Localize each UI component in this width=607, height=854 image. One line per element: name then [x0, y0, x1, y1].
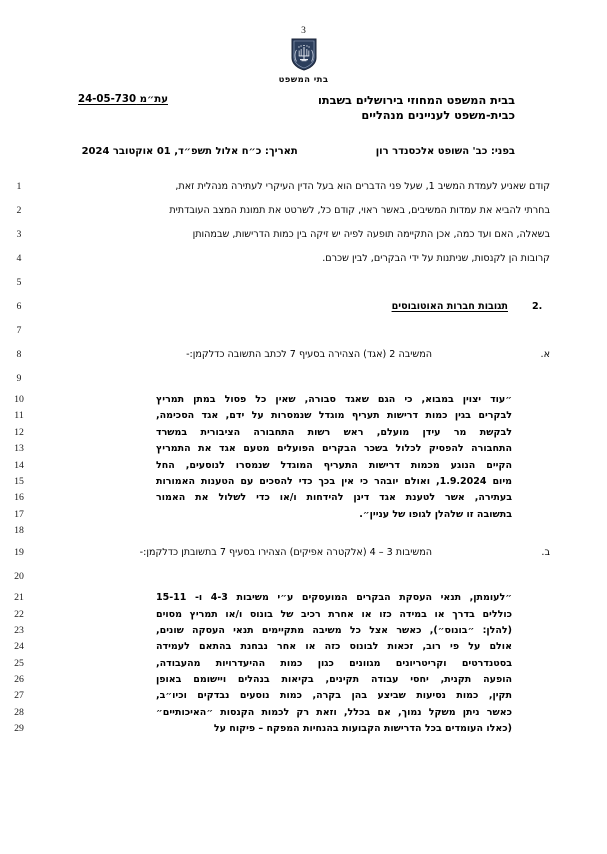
- document-heading: [78, 93, 515, 157]
- quote-line: [0, 409, 607, 425]
- line-text: [38, 546, 607, 559]
- line-number: 3: [16, 229, 22, 240]
- line-text: לבקרים בגין כמות דרישות תעריף מוגדל שנמסרות על ידם, אגד הסכימה,: [156, 410, 512, 422]
- line-text: לבקשת מר עידן מועלם, ראש רשות התחבורה הציבורית במשרד: [156, 426, 512, 438]
- line-text: הופעה תקנית, יחסי עבודה תקינים, בקיאות בנהלים ויישומם באופן: [156, 674, 512, 686]
- quote-line: [0, 393, 607, 409]
- line-number: 27: [14, 690, 24, 702]
- line-number: 2: [16, 205, 22, 216]
- line-number: 1: [16, 181, 22, 192]
- line-number: 22: [14, 608, 24, 620]
- line-text: אולם על פי רוב, זכאות לבונוס כזה או אחר נבחנת בהתאם לעמידה: [156, 641, 512, 653]
- case-number: עת״מ 24-05-730: [78, 94, 168, 105]
- line-number: 24: [14, 641, 24, 653]
- quote-line: [0, 475, 607, 491]
- quote-line: [0, 624, 607, 640]
- line-text: (כאלו העומדים בכל הדרישות הקבועות בהנחיות המפקח – פיקוח על: [213, 723, 512, 735]
- line-number: 13: [14, 443, 24, 455]
- quote-line: [0, 591, 607, 607]
- subitem-a: [130, 348, 550, 361]
- text-line-blank: [0, 524, 607, 546]
- line-text: התחבורה להפסיק לכלול בשכר הבקרים הפועלים מטעם אגד את התמריץ: [156, 443, 512, 455]
- text-line-blank: [0, 276, 607, 300]
- quote-line: [0, 689, 607, 705]
- quote-line: [0, 657, 607, 673]
- line-number: 18: [14, 525, 24, 537]
- line-number: 12: [14, 426, 24, 438]
- line-number: 10: [14, 394, 24, 405]
- line-text: קרובות הן לקנסות, שניתנות על ידי הבקרים, לבין שכרם.: [322, 253, 550, 264]
- quote-line: [0, 459, 607, 475]
- text-line: [0, 180, 607, 204]
- quote-line: [0, 640, 607, 656]
- line-number: 28: [14, 706, 24, 718]
- line-number: 8: [16, 349, 22, 360]
- court-title-line1: בבית המשפט המחוזי בירושלים בשבתו: [317, 94, 515, 107]
- line-text: ״לעומתן, תנאי העסקת הבקרים המועסקים ע״י משיבות 4-3 ו- 15-11: [156, 592, 512, 604]
- line-number: 11: [14, 410, 24, 422]
- line-number: 17: [14, 508, 24, 520]
- line-text: בשאלה, האם ועד כמה, אכן התקיימה תופעה לפיה יש זיקה בין כמות הדרישות, שבמהותן: [192, 229, 550, 240]
- subitem-marker: ב.: [541, 547, 550, 559]
- line-number: 21: [14, 592, 24, 604]
- line-number: 7: [16, 325, 22, 336]
- line-text: בסטנדרטים וקריטריונים מגוונים כגון כמות ההיעדרויות מהעבודה,: [156, 657, 512, 669]
- text-line-blank: [0, 372, 607, 393]
- line-text: כאשר ניתן משקל נמוך, אם בכלל, וזאת רק לכמות הקנסות ״האיכותיים״: [156, 706, 512, 718]
- line-number: 23: [14, 624, 24, 636]
- subitem-line: [0, 348, 607, 372]
- court-title-line2: כבית-משפט לעניינים מנהליים: [361, 109, 515, 122]
- quote-line: [0, 508, 607, 524]
- line-text: בתשובה זו שלהלן לגופו של עניין״.: [359, 508, 512, 520]
- line-text: ״עוד יצוין במבוא, כי הגם שאגד סבורה, שאין כל פסול במתן תמריץ: [156, 394, 512, 405]
- section-marker: 2.: [532, 301, 543, 312]
- text-line: [0, 228, 607, 252]
- line-text: קודם שאניע לעמדת המשיב 1, שעל פני הדברים הוא בעל הדין העיקרי לעתירה מנהלית זאת,: [175, 181, 550, 192]
- line-number: 14: [14, 459, 24, 471]
- quote-line: [0, 673, 607, 689]
- document-body: [0, 180, 607, 739]
- line-number: 20: [14, 571, 24, 583]
- quote-line: [0, 426, 607, 442]
- court-system-label: בתי המשפט: [278, 75, 329, 85]
- line-number: 9: [16, 373, 22, 384]
- line-number: 15: [14, 475, 24, 487]
- section-heading: [130, 300, 550, 313]
- israel-state-emblem-icon: [291, 38, 317, 71]
- subitem-text: המשיבה 2 (אגד) הצהירה בסעיף 7 לכתב התשובה כדלקמן:-: [186, 349, 432, 360]
- line-number: 19: [14, 547, 24, 559]
- page-header: [0, 0, 607, 85]
- text-line-blank: [0, 324, 607, 348]
- section-title: תגובות חברות האוטובוסים: [391, 301, 508, 312]
- line-number: 16: [14, 492, 24, 504]
- line-number: 5: [16, 277, 22, 288]
- presiding-judge: בפני: כב' השופט אלכסנדר רון: [375, 146, 515, 157]
- subitem-line: [0, 546, 607, 570]
- quote-line: [0, 442, 607, 458]
- line-number: 6: [16, 301, 22, 312]
- subitem-text: המשיבות 3 – 4 (אלקטרה אפיקים) הצהירו בסעיף 7 בתשובתן כדלקמן:-: [139, 547, 432, 559]
- quote-line: [0, 491, 607, 507]
- line-text: (להלן: ״בונוס״), כאשר אצל כל משיבה מתקיימים תנאי העסקה שונים,: [156, 624, 512, 636]
- line-text: בעתירה, אשר לטענת אגד דינן להידחות ו/או כדי לשלול את האמור: [156, 492, 512, 504]
- line-number: 29: [14, 723, 24, 735]
- line-text: מיום 1.9.2024, ואולם יובהר כי אין בכך כדי להסכים עם הטענות האמורות: [156, 475, 512, 487]
- text-line: [0, 252, 607, 276]
- judge-date-row: [78, 146, 515, 157]
- line-text: [38, 348, 607, 361]
- subitem-b: [130, 546, 550, 559]
- court-title: [318, 93, 515, 123]
- quote-line: [0, 608, 607, 624]
- line-number: 25: [14, 657, 24, 669]
- line-text: [38, 300, 607, 313]
- document-date: תאריך: כ״ח אלול תשפ״ד, 01 אוקטובר 2024: [81, 146, 298, 157]
- text-line-blank: [0, 570, 607, 591]
- line-text: כוללים בדרך או במידה כזו או אחרת רכיב של בונוס ו/או תמריץ מסוים: [156, 608, 512, 620]
- line-text: הקיים הנוגע מכמות דרישות התעריף המוגדל שנמסרו לנוסעים, החל: [156, 459, 512, 471]
- quote-line: [0, 722, 607, 738]
- court-title-row: [78, 93, 515, 123]
- line-text: תקין, כמות נסיעות שביצע בהן בקרה, כמות נוסעים נבדקים וכיו״ב,: [156, 690, 512, 702]
- line-number: 4: [16, 253, 22, 264]
- quote-line: [0, 706, 607, 722]
- page-number: 3: [301, 26, 306, 36]
- subitem-marker: א.: [540, 349, 550, 360]
- line-number: 26: [14, 674, 24, 686]
- line-text: בחרתי להביא את עמדות המשיבים, באשר ראוי, קודם כל, לשרטט את תמונת המצב העובדתית: [169, 205, 550, 216]
- section-heading-line: [0, 300, 607, 324]
- text-line: [0, 204, 607, 228]
